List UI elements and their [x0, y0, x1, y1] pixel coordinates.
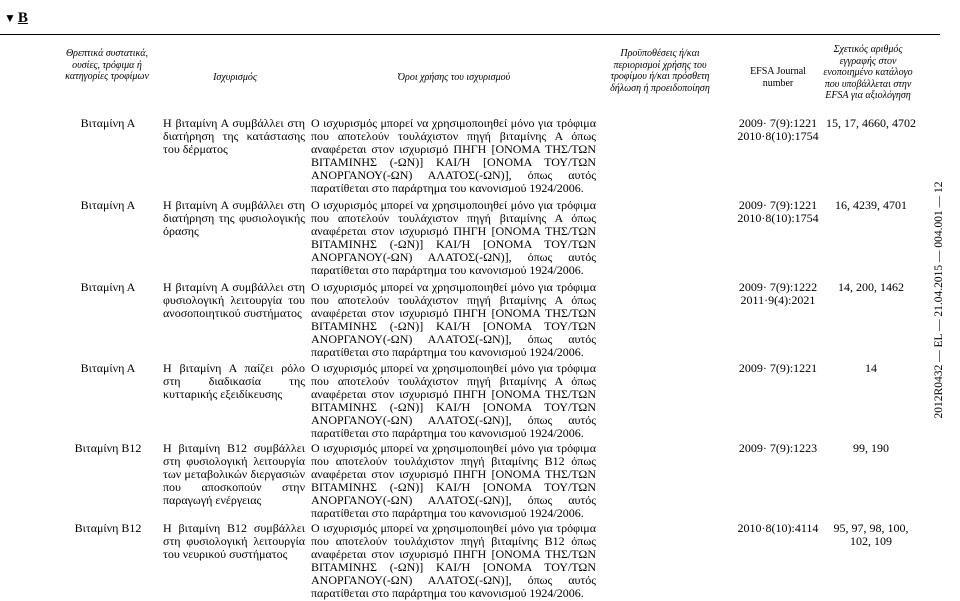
header-registry-number: Σχετικός αριθμός εγγραφής στον ενοποιημένο κατάλογο που υποβάλλεται στην EFSA για αξιολόγηση	[823, 44, 913, 101]
triangle-marker-icon: ▼	[4, 11, 16, 25]
header-restrictions: Προϋποθέσεις ή/και περιορισμοί χρήσης του τροφίμου ή/και πρόσθετη δήλωση ή προειδοποίηση	[610, 48, 710, 94]
header-efsa-journal: EFSA Journal number	[750, 66, 806, 89]
marker-letter: B	[17, 10, 28, 26]
header-nutrient: Θρεπτικά συστατικά, ουσίες, τρόφιμα ή κατηγορίες τροφίμων	[65, 48, 149, 82]
claim-cell: Η βιταμίνη Β12 συμβάλλει στη φυσιολογική λειτουργία των μεταβολικών διεργασιών που αποσκοπούν στην παραγωγή ενέργειας	[163, 441, 305, 507]
nutrient-cell: Βιταμίνη Α	[80, 198, 136, 212]
efsa-journal-ref: 2009· 7(9):1222	[738, 280, 818, 294]
nutrient-cell: Βιταμίνη Β12	[74, 521, 142, 535]
top-rule	[0, 34, 940, 35]
registry-ids-cell: 99, 190	[853, 441, 889, 455]
claim-cell: Η βιταμίνη Α συμβάλλει στη διατήρηση της φυσιολογικής όρασης	[163, 198, 305, 238]
registry-ids-cell: 15, 17, 4660, 4702	[826, 116, 916, 130]
claim-cell: Η βιταμίνη Α συμβάλλει στη διατήρηση της κατάστασης του δέρματος	[163, 116, 305, 156]
nutrient-cell: Βιταμίνη Α	[80, 361, 136, 375]
amendment-marker	[4, 10, 28, 27]
claim-cell: Η βιταμίνη Α συμβάλλει στη φυσιολογική λειτουργία του ανοσοποιητικού συστήματος	[163, 280, 305, 320]
conditions-cell: Ο ισχυρισμός μπορεί να χρησιμοποιηθεί μόνο για τρόφιμα που αποτελούν τουλάχιστον πηγή βιταμίνης Α όπως αναφέρεται στον ισχυρισμό ΠΗΓΗ [ΟΝΟΜΑ ΤΗΣ/ΤΩΝ ΒΙΤΑΜΙΝΗΣ (-ΩΝ)] ΚΑΙ/Ή [ΟΝΟΜΑ ΤΟΥ/ΤΩΝ ΑΝΟΡΓΑΝΟΥ(-ΩΝ) ΑΛΑΤΟΣ(-ΩΝ)], όπως αυτός παρατίθεται στο παράρτημα του κανονισμού 1924/2006.	[311, 361, 596, 440]
efsa-journal-ref: 2010·8(10):1754	[737, 211, 819, 225]
efsa-journal-ref: 2009· 7(9):1221	[738, 116, 818, 130]
document-side-reference: 2012R0432 — EL — 21.04.2015 — 004.001 — 12	[933, 181, 945, 419]
claim-cell: Η βιταμίνη Β12 συμβάλλει στη φυσιολογική λειτουργία του νευρικού συστήματος	[163, 521, 305, 561]
nutrient-cell: Βιταμίνη Α	[80, 116, 136, 130]
efsa-journal-ref: 2011·9(4):2021	[740, 293, 816, 307]
conditions-cell: Ο ισχυρισμός μπορεί να χρησιμοποιηθεί μόνο για τρόφιμα που αποτελούν τουλάχιστον πηγή βιταμίνης Β12 όπως αναφέρεται στον ισχυρισμό ΠΗΓΗ [ΟΝΟΜΑ ΤΗΣ/ΤΩΝ ΒΙΤΑΜΙΝΗΣ (-ΩΝ)] ΚΑΙ/Ή [ΟΝΟΜΑ ΤΟΥ/ΤΩΝ ΑΝΟΡΓΑΝΟΥ(-ΩΝ) ΑΛΑΤΟΣ(-ΩΝ)], όπως αυτός παρατίθεται στο παράρτημα του κανονισμού 1924/2006.	[311, 521, 596, 600]
registry-ids-cell: 14, 200, 1462	[838, 280, 904, 294]
efsa-journal-ref: 2010·8(10):4114	[737, 521, 819, 535]
efsa-journal-ref: 2009· 7(9):1221	[738, 198, 818, 212]
registry-ids-cell: 95, 97, 98, 100, 102, 109	[833, 521, 909, 548]
claim-cell: Η βιταμίνη Α παίζει ρόλο στη διαδικασία της κυτταρικής εξειδίκευσης	[163, 361, 305, 401]
efsa-journal-ref: 2010·8(10):1754	[737, 129, 819, 143]
registry-ids-cell: 14	[865, 361, 877, 375]
conditions-cell: Ο ισχυρισμός μπορεί να χρησιμοποιηθεί μόνο για τρόφιμα που αποτελούν τουλάχιστον πηγή βιταμίνης Α όπως αναφέρεται στον ισχυρισμό ΠΗΓΗ [ΟΝΟΜΑ ΤΗΣ/ΤΩΝ ΒΙΤΑΜΙΝΗΣ (-ΩΝ)] ΚΑΙ/Ή [ΟΝΟΜΑ ΤΟΥ/ΤΩΝ ΑΝΟΡΓΑΝΟΥ(-ΩΝ) ΑΛΑΤΟΣ(-ΩΝ)], όπως αυτός παρατίθεται στο παράρτημα του κανονισμού 1924/2006.	[311, 198, 596, 277]
efsa-journal-ref: 2009· 7(9):1221	[738, 361, 818, 375]
header-conditions: Όροι χρήσης του ισχυρισμού	[397, 72, 511, 83]
nutrient-cell: Βιταμίνη Β12	[74, 441, 142, 455]
conditions-cell: Ο ισχυρισμός μπορεί να χρησιμοποιηθεί μόνο για τρόφιμα που αποτελούν τουλάχιστον πηγή βιταμίνης Α όπως αναφέρεται στον ισχυρισμό ΠΗΓΗ [ΟΝΟΜΑ ΤΗΣ/ΤΩΝ ΒΙΤΑΜΙΝΗΣ (-ΩΝ)] ΚΑΙ/Ή [ΟΝΟΜΑ ΤΟΥ/ΤΩΝ ΑΝΟΡΓΑΝΟΥ(-ΩΝ) ΑΛΑΤΟΣ(-ΩΝ)], όπως αυτός παρατίθεται στο παράρτημα του κανονισμού 1924/2006.	[311, 280, 596, 359]
efsa-journal-ref: 2009· 7(9):1223	[738, 441, 818, 455]
nutrient-cell: Βιταμίνη Α	[80, 280, 136, 294]
registry-ids-cell: 16, 4239, 4701	[835, 198, 907, 212]
conditions-cell: Ο ισχυρισμός μπορεί να χρησιμοποιηθεί μόνο για τρόφιμα που αποτελούν τουλάχιστον πηγή βιταμίνης Β12 όπως αναφέρεται στον ισχυρισμό ΠΗΓΗ [ΟΝΟΜΑ ΤΗΣ/ΤΩΝ ΒΙΤΑΜΙΝΗΣ (-ΩΝ)] ΚΑΙ/Ή [ΟΝΟΜΑ ΤΟΥ/ΤΩΝ ΑΝΟΡΓΑΝΟΥ(-ΩΝ) ΑΛΑΤΟΣ(-ΩΝ)], όπως αυτός παρατίθεται στο παράρτημα του κανονισμού 1924/2006.	[311, 441, 596, 520]
header-claim: Ισχυρισμός	[213, 72, 257, 83]
conditions-cell: Ο ισχυρισμός μπορεί να χρησιμοποιηθεί μόνο για τρόφιμα που αποτελούν τουλάχιστον πηγή βιταμίνης Α όπως αναφέρεται στον ισχυρισμό ΠΗΓΗ [ΟΝΟΜΑ ΤΗΣ/ΤΩΝ ΒΙΤΑΜΙΝΗΣ (-ΩΝ)] ΚΑΙ/Ή [ΟΝΟΜΑ ΤΟΥ/ΤΩΝ ΑΝΟΡΓΑΝΟΥ(-ΩΝ) ΑΛΑΤΟΣ(-ΩΝ)], όπως αυτός παρατίθεται στο παράρτημα του κανονισμού 1924/2006.	[311, 116, 596, 195]
